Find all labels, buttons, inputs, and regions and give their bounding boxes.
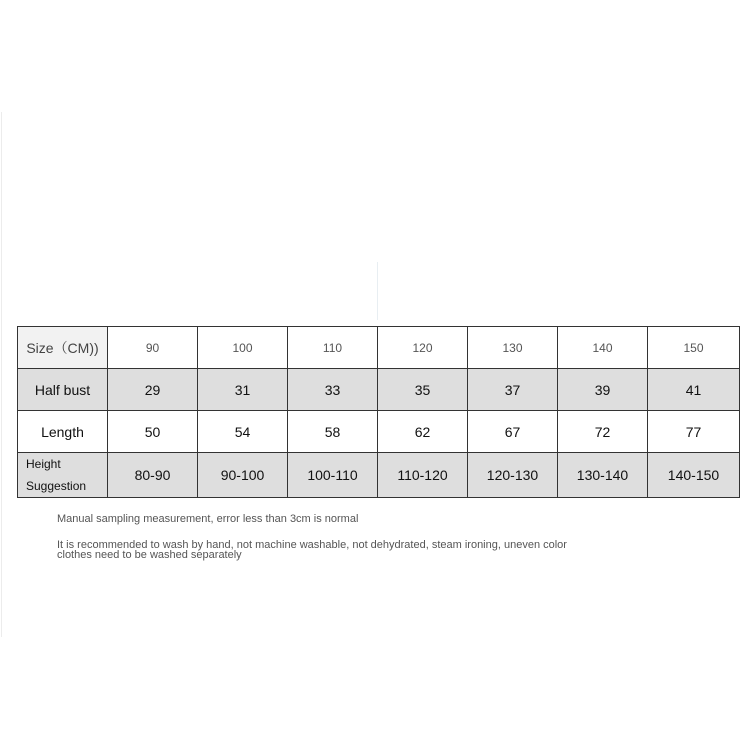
half-bust-value: 33 — [288, 369, 378, 411]
size-value: 120 — [378, 327, 468, 369]
size-row — [18, 327, 740, 369]
height-value: 140-150 — [648, 453, 740, 498]
length-value: 54 — [198, 411, 288, 453]
half-bust-value: 35 — [378, 369, 468, 411]
height-suggestion-label — [18, 453, 108, 498]
length-row — [18, 411, 740, 453]
half-bust-value: 41 — [648, 369, 740, 411]
height-value: 130-140 — [558, 453, 648, 498]
height-value: 110-120 — [378, 453, 468, 498]
length-value: 77 — [648, 411, 740, 453]
length-value: 58 — [288, 411, 378, 453]
decorative-mark — [377, 262, 378, 320]
size-value: 110 — [288, 327, 378, 369]
half-bust-value: 31 — [198, 369, 288, 411]
washing-note-line1: It is recommended to wash by hand, not machine washable, not dehydrated, steam ironing, uneven color — [57, 539, 567, 551]
washing-note-line2: clothes need to be washed separately — [57, 549, 242, 561]
half-bust-row — [18, 369, 740, 411]
size-value: 100 — [198, 327, 288, 369]
size-value: 150 — [648, 327, 740, 369]
size-value: 140 — [558, 327, 648, 369]
size-label: Size（CM)) — [18, 327, 108, 369]
length-label: Length — [18, 411, 108, 453]
measurement-note: Manual sampling measurement, error less than 3cm is normal — [57, 513, 359, 525]
size-chart-table — [17, 326, 740, 498]
length-value: 72 — [558, 411, 648, 453]
washing-note — [57, 540, 637, 560]
height-label-line1: Height — [26, 457, 61, 471]
height-value: 90-100 — [198, 453, 288, 498]
length-value: 67 — [468, 411, 558, 453]
half-bust-value: 29 — [108, 369, 198, 411]
size-value: 90 — [108, 327, 198, 369]
half-bust-label: Half bust — [18, 369, 108, 411]
height-suggestion-row — [18, 453, 740, 498]
size-value: 130 — [468, 327, 558, 369]
height-value: 120-130 — [468, 453, 558, 498]
height-label-line2: Suggestion — [26, 479, 87, 493]
half-bust-value: 37 — [468, 369, 558, 411]
page-edge-line — [1, 112, 2, 637]
height-value: 80-90 — [108, 453, 198, 498]
half-bust-value: 39 — [558, 369, 648, 411]
length-value: 50 — [108, 411, 198, 453]
height-value: 100-110 — [288, 453, 378, 498]
length-value: 62 — [378, 411, 468, 453]
